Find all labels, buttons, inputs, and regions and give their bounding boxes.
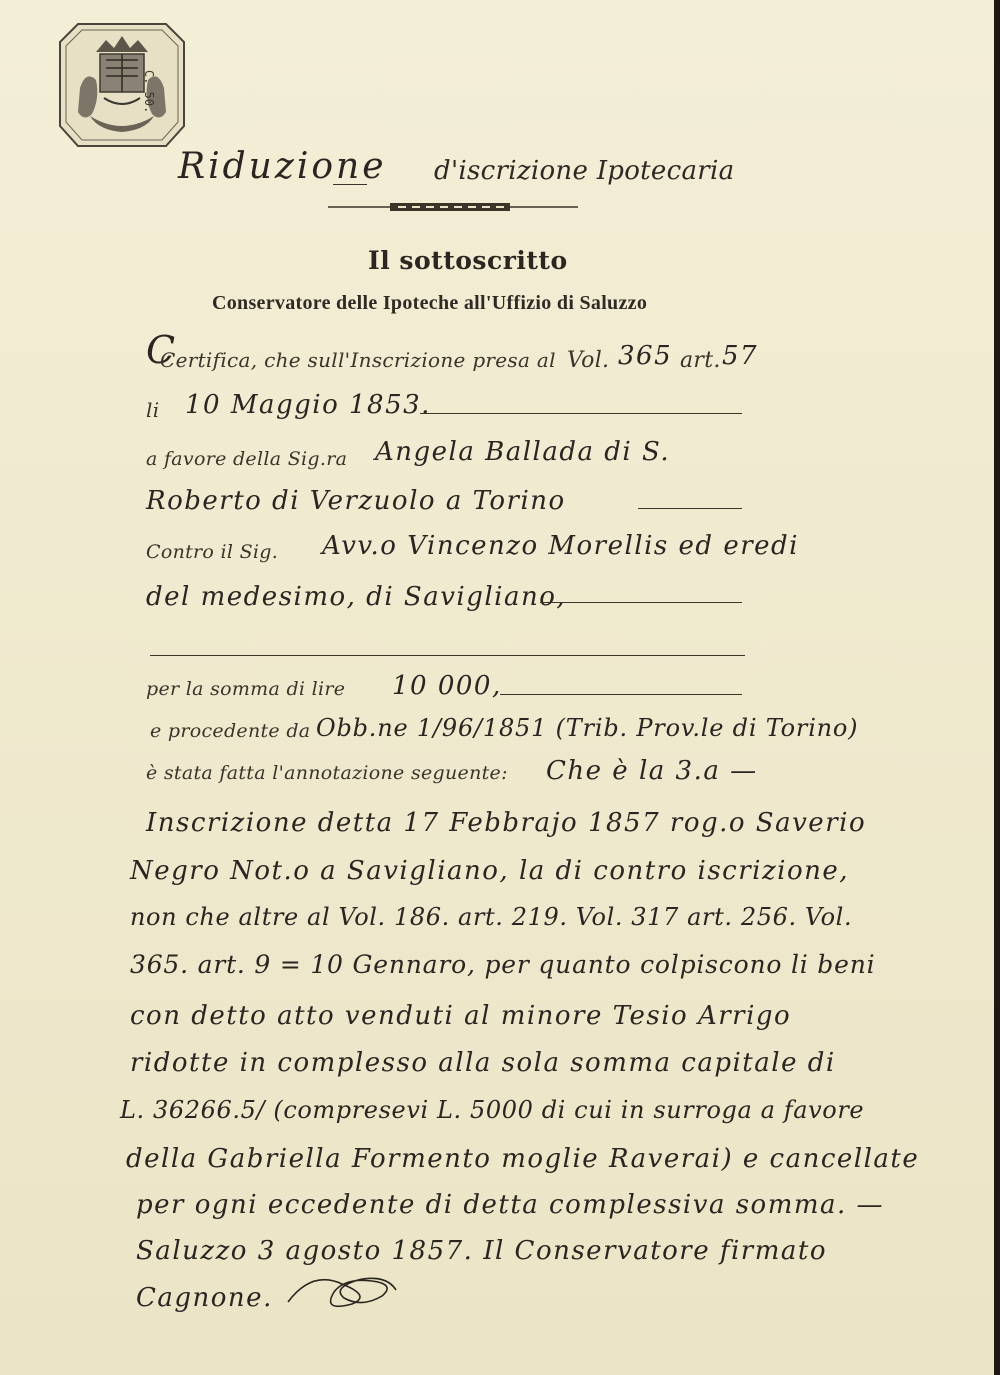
favore-value-1: Angela Ballada di S. [375,437,671,467]
stamp-value: C. 50. [142,70,156,114]
somma-value: 10 000, [392,671,502,701]
annotazione-label: è stata fatta l'annotazione seguente: [146,762,508,784]
revenue-stamp [56,18,188,150]
annotation-line: 365. art. 9 = 10 Gennaro, per quanto colpiscono li beni [130,950,876,979]
vol-label: Vol. [567,348,610,373]
ornamental-divider [328,200,578,214]
vol-value: 365 [618,341,673,371]
somma-label: per la somma di lire [146,678,346,700]
contro-label: Contro il Sig. [146,541,279,563]
annotation-line: L. 36266.5/ (compresevi L. 5000 di cui in surroga a favore [120,1096,865,1124]
contro-fill-line [540,602,742,603]
title-printed: d'iscrizione Ipotecaria [434,156,735,186]
somma-fill-line [500,694,742,695]
heading-sottoscritto: Il sottoscritto [368,246,568,275]
annotation-line: Negro Not.o a Savigliano, la di contro iscrizione, [130,856,850,886]
favore-label: a favore della Sig.ra [146,448,348,470]
signature-flourish [282,1262,402,1322]
coat-of-arms-seal-icon [56,18,188,150]
contro-value-1: Avv.o Vincenzo Morellis ed eredi [322,531,799,561]
procedente-label: e procedente da [150,720,311,742]
annotation-line: della Gabriella Formento moglie Raverai) e cancellate [126,1144,920,1174]
title-underline [333,184,367,185]
procedente-value: Obb.ne 1/96/1851 (Trib. Prov.le di Torino) [316,714,859,742]
annotation-line: con detto atto venduti al minore Tesio Arrigo [130,1001,792,1031]
art-label: art. [680,348,721,373]
art-value: 57 [722,341,759,371]
favore-fill-line [638,508,742,509]
annotation-line: Saluzzo 3 agosto 1857. Il Conservatore firmato [136,1236,827,1266]
contro-value-2: del medesimo, di Savigliano, [146,582,567,612]
annotation-line: per ogni eccedente di detta complessiva somma. — [136,1190,885,1220]
subheading-conservatore: Conservatore delle Ipoteche all'Uffizio di Saluzzo [212,292,648,314]
certifica-label: Certifica, che sull'Inscrizione presa al [160,348,556,372]
annotation-line: non che altre al Vol. 186. art. 219. Vol. 317 art. 256. Vol. [130,903,853,931]
favore-value-2: Roberto di Verzuolo a Torino [146,486,566,516]
annotation-line: ridotte in complesso alla sola somma capitale di [130,1048,836,1078]
date-fill-line [420,413,742,414]
section-divider [150,655,745,656]
annotation-line: Cagnone. [136,1283,273,1313]
annotazione-start: Che è la 3.a — [546,756,758,786]
date-label: li [146,398,160,422]
title-handwritten: Riduzione [178,146,387,187]
annotation-line: Inscrizione detta 17 Febbrajo 1857 rog.o Saverio [146,808,867,838]
decorative-initial-c: C [146,328,176,372]
date-value: 10 Maggio 1853. [185,390,431,420]
